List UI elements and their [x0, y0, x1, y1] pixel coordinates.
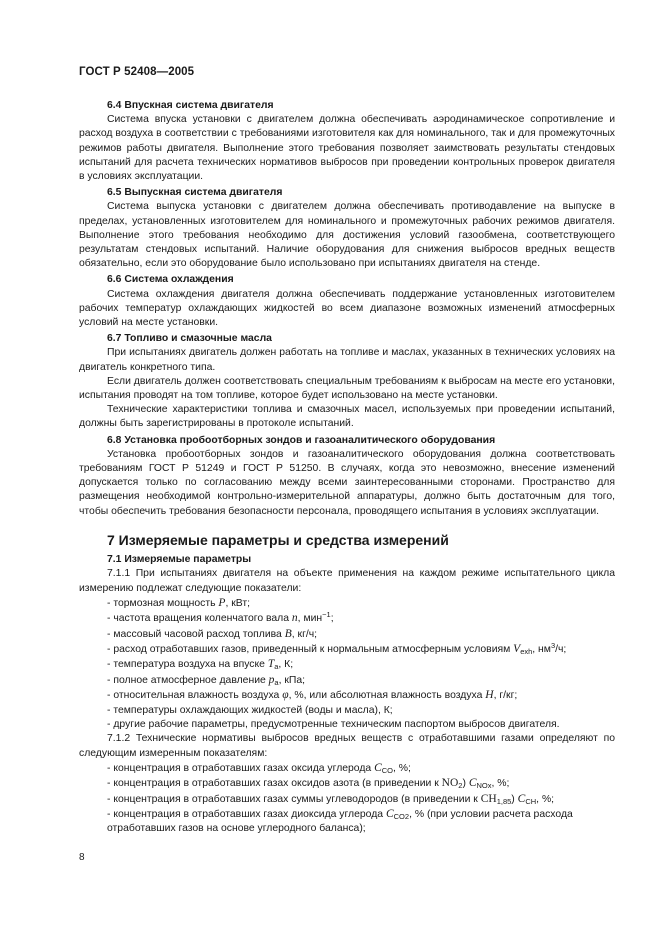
list-item: - тормозная мощность P, кВт;: [107, 596, 615, 611]
section-6-4-title: 6.4 Впускная система двигателя: [107, 100, 274, 111]
list-item: - расход отработавших газов, приведенный к нормальным атмосферным условиям $V_{exh}$, $нм^3/ч$;: [107, 642, 615, 657]
list-item: - концентрация в отработавших газах суммы углеводородов (в приведении к $CH_{1,85}$) $C_{CH}$, %;: [107, 792, 615, 807]
section-6-5-text: Система выпуска установки с двигателем должна обеспечивать противодавление на выпуске в пределах, установленных изготовителем для номинального и промежуточных рабочих режимов двигателя. Выполнение этого требования необходимо для достижения условий газообмена, соответствующего результатам стендовых испытаний. Наличие оборудования для снижения выбросов вредных веществ обязательно, если это оборудование было использовано при испытаниях двигателя на стенде.: [79, 201, 615, 270]
section-7-1-2-intro: 7.1.2 Технические нормативы выбросов вредных веществ с отработавшими газами определяют по следующим измеренным показателям:: [79, 733, 615, 759]
section-6-8-title: 6.8 Установка пробоотборных зондов и газоаналитического оборудования: [107, 434, 496, 446]
list-item: - частота вращения коленчатого вала n, мин$^{-1}$;: [107, 611, 615, 626]
list-item: - температуры охлаждающих жидкостей (воды и масла), К;: [107, 704, 615, 718]
list-item: - полное атмосферное давление $p_a$, кПа;: [107, 673, 615, 688]
document-header: ГОСТ Р 52408—2005: [79, 66, 195, 78]
section-6-7-paragraph-1: При испытаниях двигатель должен работать на топливе и маслах, указанных в технических условиях на двигатель конкретного типа.: [79, 347, 615, 373]
list-item: - другие рабочие параметры, предусмотренные техническим паспортом выбросов двигателя.: [107, 718, 615, 732]
document-body: [79, 97, 615, 837]
page-number: 8: [79, 852, 85, 863]
section-6-7-paragraph-3: Технические характеристики топлива и смазочных масел, используемых при проведении испытаний, должны быть зарегистрированы в протоколе испытаний.: [79, 404, 615, 430]
section-6-7-paragraph-2: Если двигатель должен соответствовать специальным требованиям к выбросам на месте его установки, испытания проводят на том топливе, которое будет использовано на месте установки.: [79, 375, 615, 402]
section-6-7-title: 6.7 Топливо и смазочные масла: [107, 333, 272, 345]
list-item: - массовый часовой расход топлива B, кг/ч;: [107, 627, 615, 642]
section-6-6-text: Система охлаждения двигателя должна обеспечивать поддержание установленных изготовителем рабочих температур охлаждающих жидкостей во всем диапазоне возможных изменений атмосферных условий на месте установки.: [79, 288, 615, 329]
section-7-1-1-intro: 7.1.1 При испытаниях двигателя на объекте применения на каждом режиме испытательного цикла измерению подлежат следующие показатели:: [79, 568, 615, 594]
section-6-4-text: Система впуска установки с двигателем должна обеспечивать аэродинамическое сопротивление и расход воздуха в соответствии с требованиями изготовителя как для номинального, так и для промежуточных режимов работы двигателя. Выполнение этого требования позволяет заимствовать результаты стендовых испытаний для расчета технических нормативов выбросов при проведении контрольных проверок двигателя в условиях эксплуатации.: [79, 114, 615, 183]
list-item: - концентрация в отработавших газах оксида углерода $C_{CO}$, %;: [107, 761, 615, 776]
section-6-5-title: 6.5 Выпускная система двигателя: [107, 187, 283, 199]
list-item: - концентрация в отработавших газах диоксида углерода $C_{CO2}$, % (при условии расчета расхода отработавших газов на основе углеродного баланса);: [107, 807, 615, 837]
section-6-6-title: 6.6 Система охлаждения: [107, 274, 234, 286]
section-6-8-text: Установка пробоотборных зондов и газоаналитического оборудования должна соответствовать требованиям ГОСТ Р 51249 и ГОСТ Р 51250. В случаях, когда это невозможно, внесение изменений допускается только по согласованию между всеми заинтересованными сторонами. Пространство для размещения необходимой контрольно-измерительной аппаратуры, должно быть достаточным для того, чтобы обеспечить требования безопасности персонала, проводящего испытания в условиях эксплуатации.: [79, 448, 615, 517]
section-7-title: 7 Измеряемые параметры и средства измерений: [107, 531, 449, 548]
section-7-1-title: 7.1 Измеряемые параметры: [107, 554, 252, 566]
list-item: - температура воздуха на впуске $T_a$, К;: [107, 657, 615, 672]
list-item: - относительная влажность воздуха φ, %, или абсолютная влажность воздуха H, г/кг;: [107, 688, 615, 703]
emission-indicators-list: [79, 761, 615, 837]
measured-parameters-list: [79, 596, 615, 733]
list-item: - концентрация в отработавших газах оксидов азота (в приведении к $NO_2$) $C_{NOx}$, %;: [107, 776, 615, 791]
